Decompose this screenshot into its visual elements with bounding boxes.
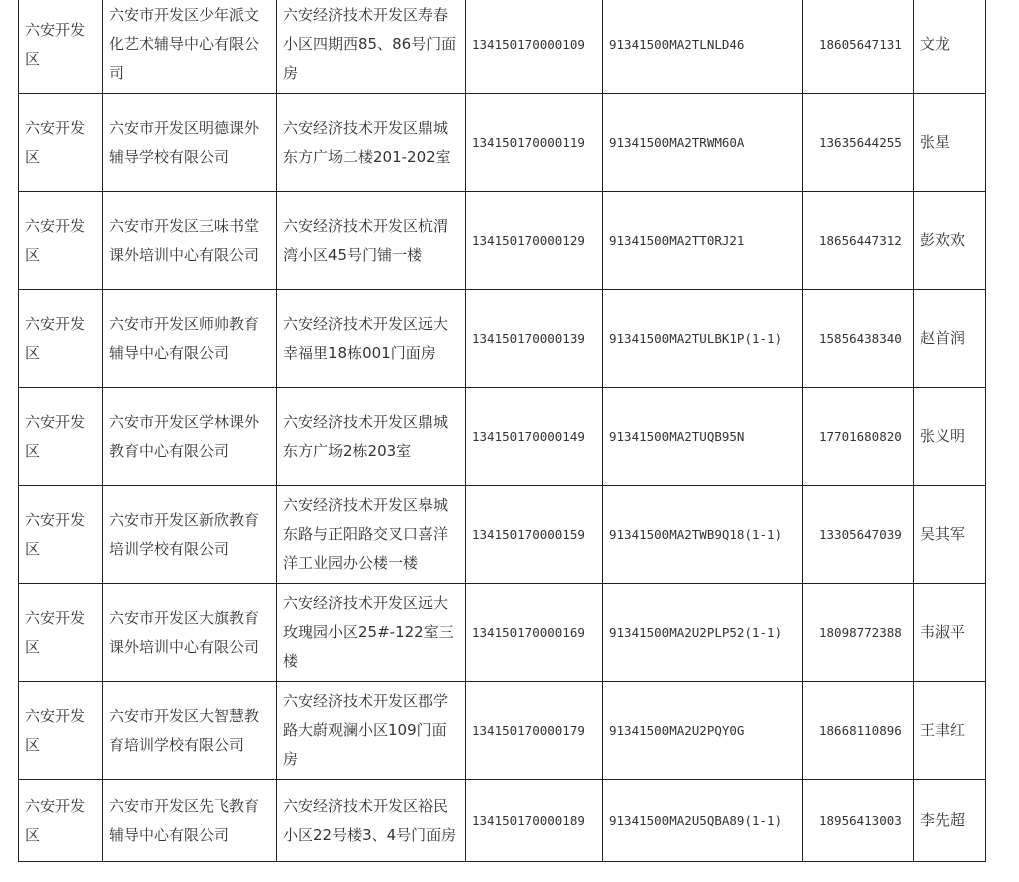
contact-person-cell: 彭欢欢 [914,192,986,290]
table-row [19,682,986,780]
table-row [19,0,986,94]
phone-cell: 18605647131 [803,0,914,94]
table-row [19,192,986,290]
table-row [19,94,986,192]
license-number-cell: 134150170000149 [466,388,603,486]
contact-person-cell: 王聿红 [914,682,986,780]
district-cell: 六安开发区 [19,0,103,94]
license-number-cell: 134150170000159 [466,486,603,584]
credit-code-cell: 91341500MA2TUQB95N [603,388,803,486]
license-number-cell: 134150170000129 [466,192,603,290]
table-body [19,0,986,862]
license-number-cell: 134150170000179 [466,682,603,780]
address-cell: 六安经济技术开发区寿春小区四期西85、86号门面房 [277,0,466,94]
company-name-cell: 六安市开发区先飞教育辅导中心有限公司 [103,780,277,862]
address-cell: 六安经济技术开发区郡学路大蔚观澜小区109门面房 [277,682,466,780]
phone-cell: 18668110896 [803,682,914,780]
contact-person-cell: 吴其军 [914,486,986,584]
training-institution-table [18,0,986,862]
address-cell: 六安经济技术开发区鼎城东方广场二楼201-202室 [277,94,466,192]
address-cell: 六安经济技术开发区远大幸福里18栋001门面房 [277,290,466,388]
address-cell: 六安经济技术开发区鼎城东方广场2栋203室 [277,388,466,486]
contact-person-cell: 韦淑平 [914,584,986,682]
contact-person-cell: 文龙 [914,0,986,94]
company-name-cell: 六安市开发区新欣教育培训学校有限公司 [103,486,277,584]
district-cell: 六安开发区 [19,192,103,290]
company-name-cell: 六安市开发区师帅教育辅导中心有限公司 [103,290,277,388]
district-cell: 六安开发区 [19,584,103,682]
credit-code-cell: 91341500MA2TT0RJ21 [603,192,803,290]
company-name-cell: 六安市开发区少年派文化艺术辅导中心有限公司 [103,0,277,94]
phone-cell: 13305647039 [803,486,914,584]
license-number-cell: 134150170000169 [466,584,603,682]
company-name-cell: 六安市开发区大智慧教育培训学校有限公司 [103,682,277,780]
credit-code-cell: 91341500MA2TRWM60A [603,94,803,192]
license-number-cell: 134150170000119 [466,94,603,192]
credit-code-cell: 91341500MA2U2PQY0G [603,682,803,780]
phone-cell: 18956413003 [803,780,914,862]
contact-person-cell: 张星 [914,94,986,192]
table-row [19,290,986,388]
district-cell: 六安开发区 [19,486,103,584]
address-cell: 六安经济技术开发区皋城东路与正阳路交叉口喜洋洋工业园办公楼一楼 [277,486,466,584]
credit-code-cell: 91341500MA2TWB9Q18(1-1) [603,486,803,584]
company-name-cell: 六安市开发区明德课外辅导学校有限公司 [103,94,277,192]
address-cell: 六安经济技术开发区杭渭湾小区45号门铺一楼 [277,192,466,290]
district-cell: 六安开发区 [19,94,103,192]
license-number-cell: 134150170000139 [466,290,603,388]
credit-code-cell: 91341500MA2TULBK1P(1-1) [603,290,803,388]
table-row [19,486,986,584]
table-row [19,584,986,682]
license-number-cell: 134150170000189 [466,780,603,862]
district-cell: 六安开发区 [19,780,103,862]
district-cell: 六安开发区 [19,388,103,486]
phone-cell: 18656447312 [803,192,914,290]
license-number-cell: 134150170000109 [466,0,603,94]
contact-person-cell: 李先超 [914,780,986,862]
credit-code-cell: 91341500MA2U5QBA89(1-1) [603,780,803,862]
company-name-cell: 六安市开发区三味书堂课外培训中心有限公司 [103,192,277,290]
company-name-cell: 六安市开发区学林课外教育中心有限公司 [103,388,277,486]
table-row [19,780,986,862]
table-row [19,388,986,486]
credit-code-cell: 91341500MA2TLNLD46 [603,0,803,94]
phone-cell: 17701680820 [803,388,914,486]
phone-cell: 18098772388 [803,584,914,682]
phone-cell: 15856438340 [803,290,914,388]
phone-cell: 13635644255 [803,94,914,192]
district-cell: 六安开发区 [19,682,103,780]
company-name-cell: 六安市开发区大旗教育课外培训中心有限公司 [103,584,277,682]
contact-person-cell: 张义明 [914,388,986,486]
address-cell: 六安经济技术开发区裕民小区22号楼3、4号门面房 [277,780,466,862]
district-cell: 六安开发区 [19,290,103,388]
contact-person-cell: 赵首润 [914,290,986,388]
address-cell: 六安经济技术开发区远大玫瑰园小区25#-122室三楼 [277,584,466,682]
credit-code-cell: 91341500MA2U2PLP52(1-1) [603,584,803,682]
